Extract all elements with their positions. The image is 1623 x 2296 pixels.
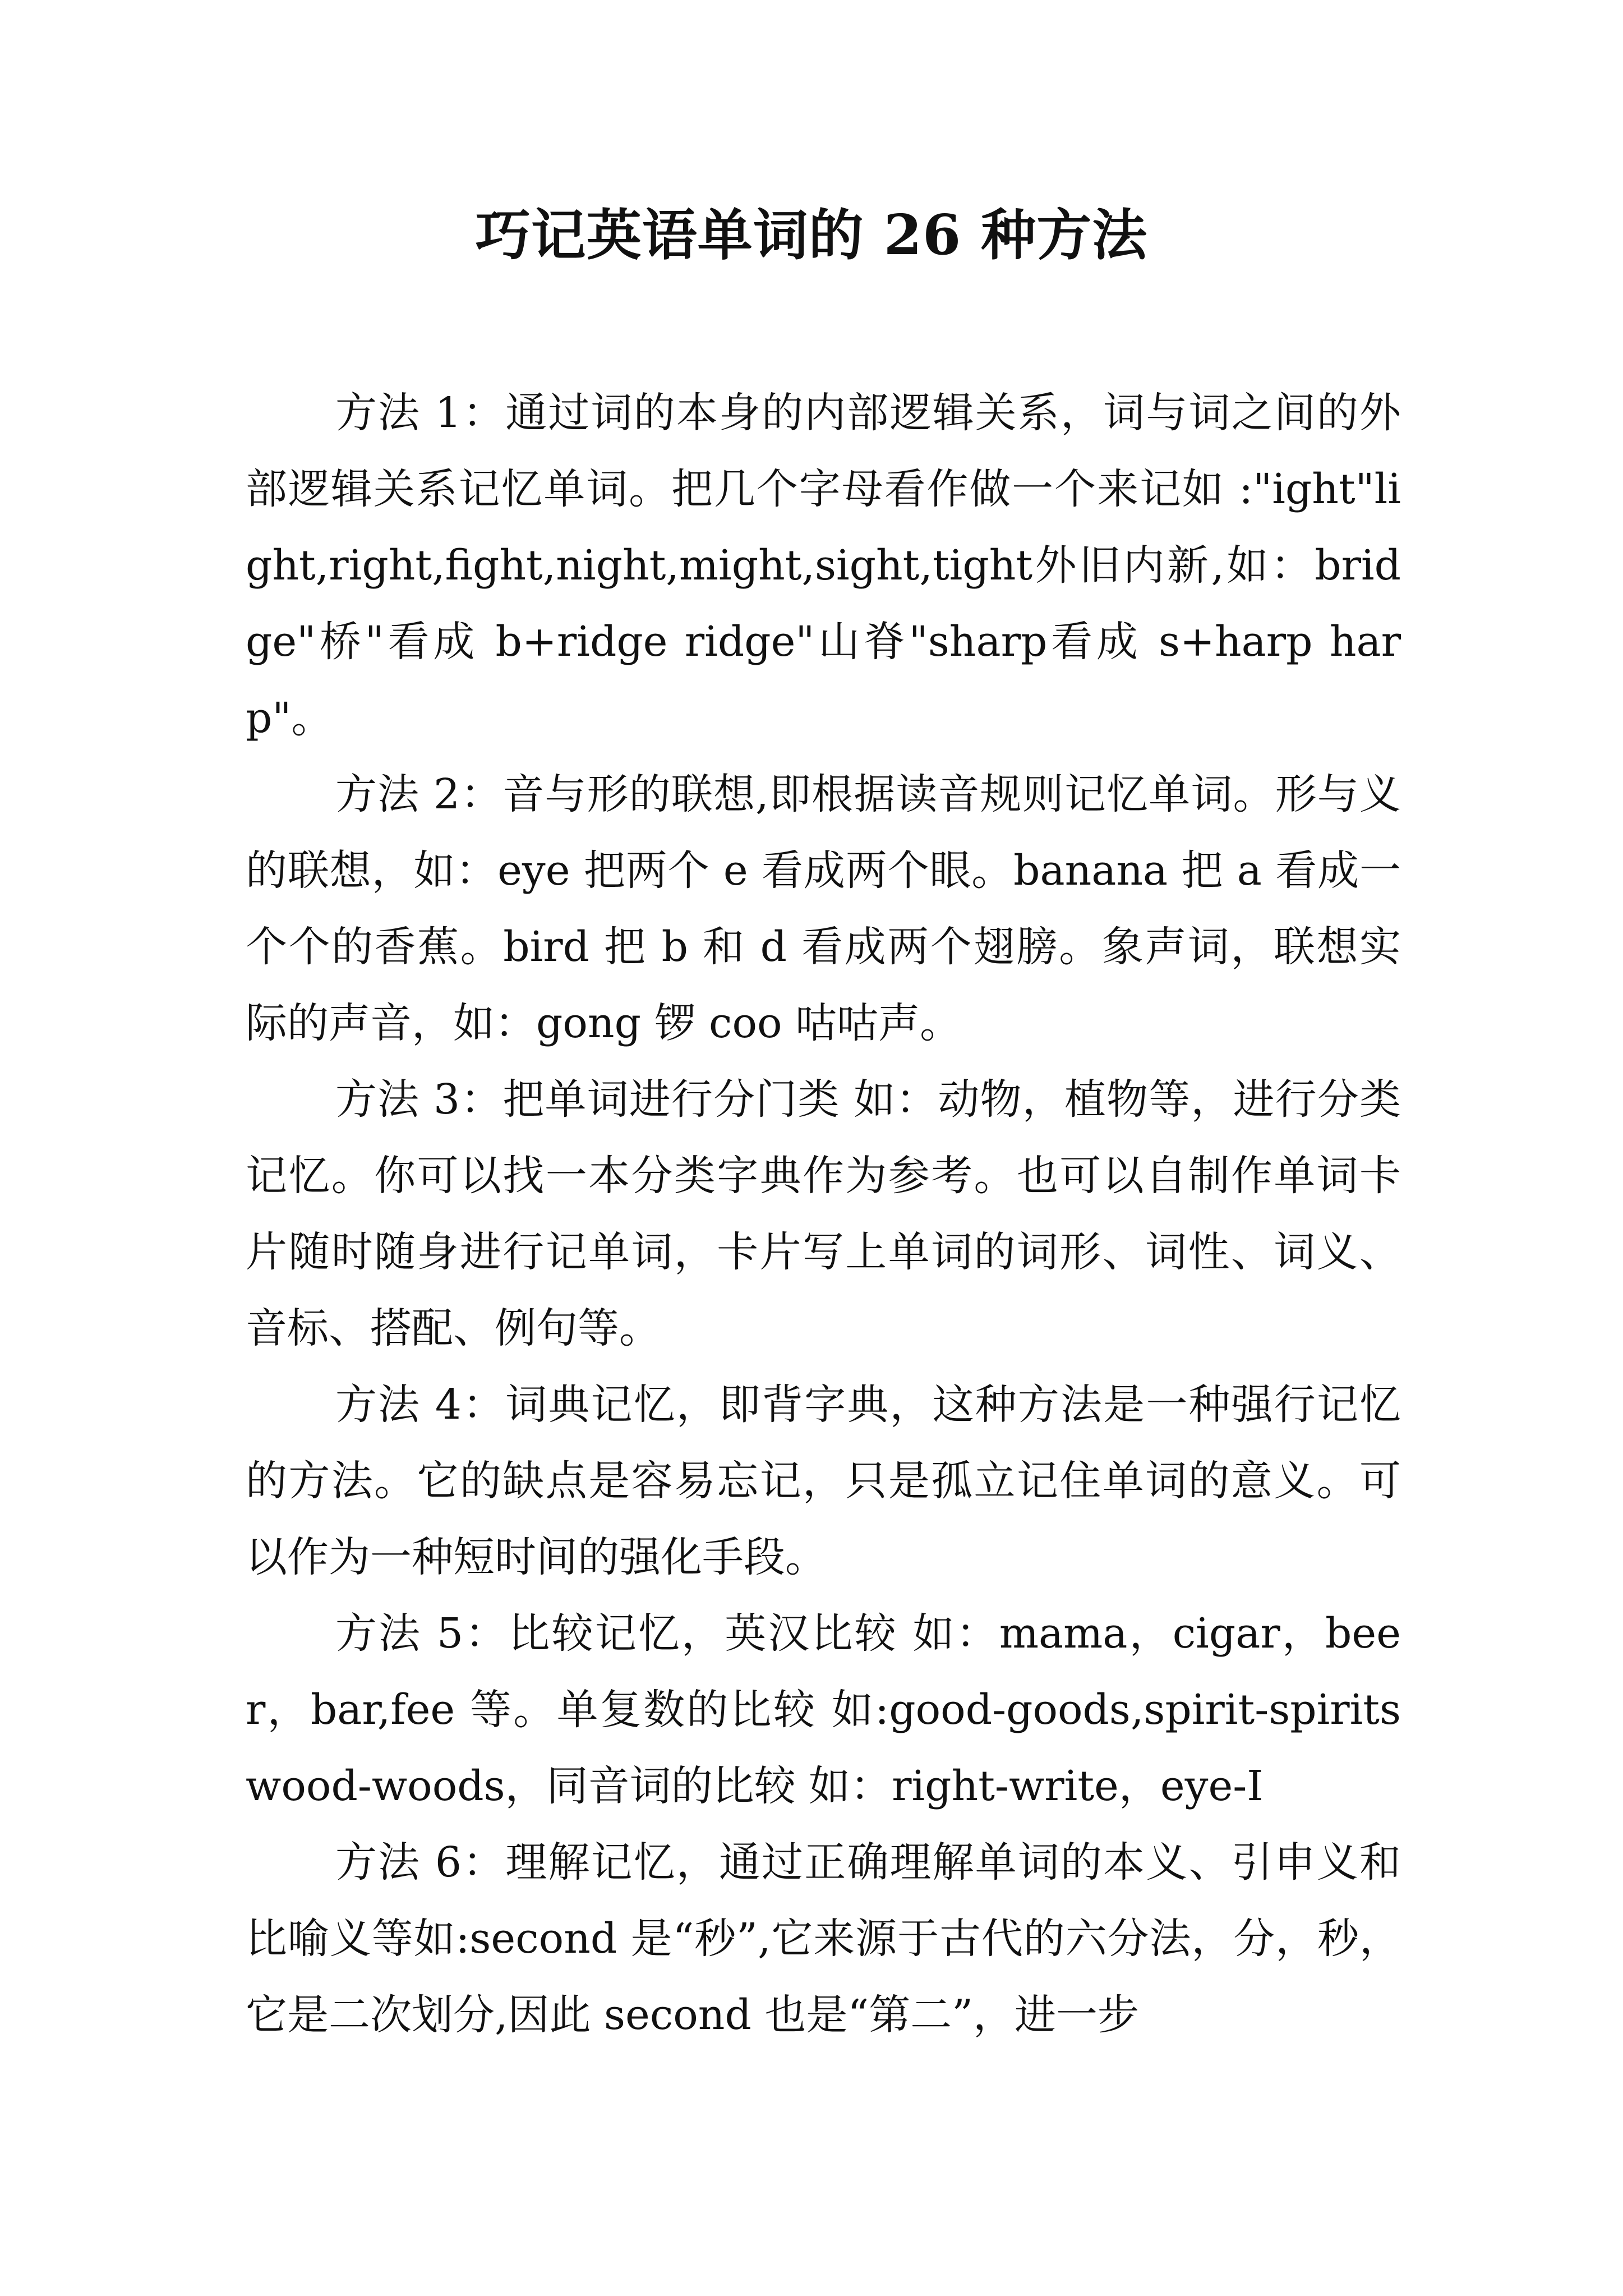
- document-body: [246, 375, 1401, 2053]
- paragraph-method-4: 方法 4：词典记忆，即背字典，这种方法是一种强行记忆的方法。它的缺点是容易忘记，只是孤立记住单词的意义。可以作为一种短时间的强化手段。: [246, 1381, 1401, 1581]
- document-title: 巧记英语单词的 26 种方法: [475, 203, 1148, 268]
- paragraph-method-1: 方法 1：通过词的本身的内部逻辑关系，词与词之间的外部逻辑关系记忆单词。把几个字母看作做一个来记如 :"ight"light,right,fight,night,might,sight,tight外旧内新,如：bridge"桥"看成 b+ridge ridge"山脊"sharp看成 s+harp harp"。: [246, 389, 1401, 742]
- paragraph-method-5: 方法 5：比较记忆，英汉比较 如：mama，cigar，beer，bar,fee 等。单复数的比较 如:good-goods,spirit-spiritswood-woods，同音词的比较 如：right-write，eye-I: [246, 1609, 1401, 1810]
- paragraph-method-3: 方法 3：把单词进行分门类 如：动物，植物等，进行分类记忆。你可以找一本分类字典作为参考。也可以自制作单词卡片随时随身进行记单词，卡片写上单词的词形、词性、词义、音标、搭配、例句等。: [246, 1075, 1401, 1352]
- paragraph-method-2: 方法 2：音与形的联想,即根据读音规则记忆单词。形与义的联想，如：eye 把两个 e 看成两个眼。banana 把 a 看成一个个的香蕉。bird 把 b 和 d 看成两个翅膀。象声词，联想实际的声音，如：gong 锣 coo 咕咕声。: [246, 770, 1401, 1047]
- paragraph-method-6: 方法 6：理解记忆，通过正确理解单词的本义、引申义和比喻义等如:second 是“秒”,它来源于古代的六分法，分，秒，它是二次划分,因此 second 也是“第二”，进一步: [246, 1838, 1401, 2039]
